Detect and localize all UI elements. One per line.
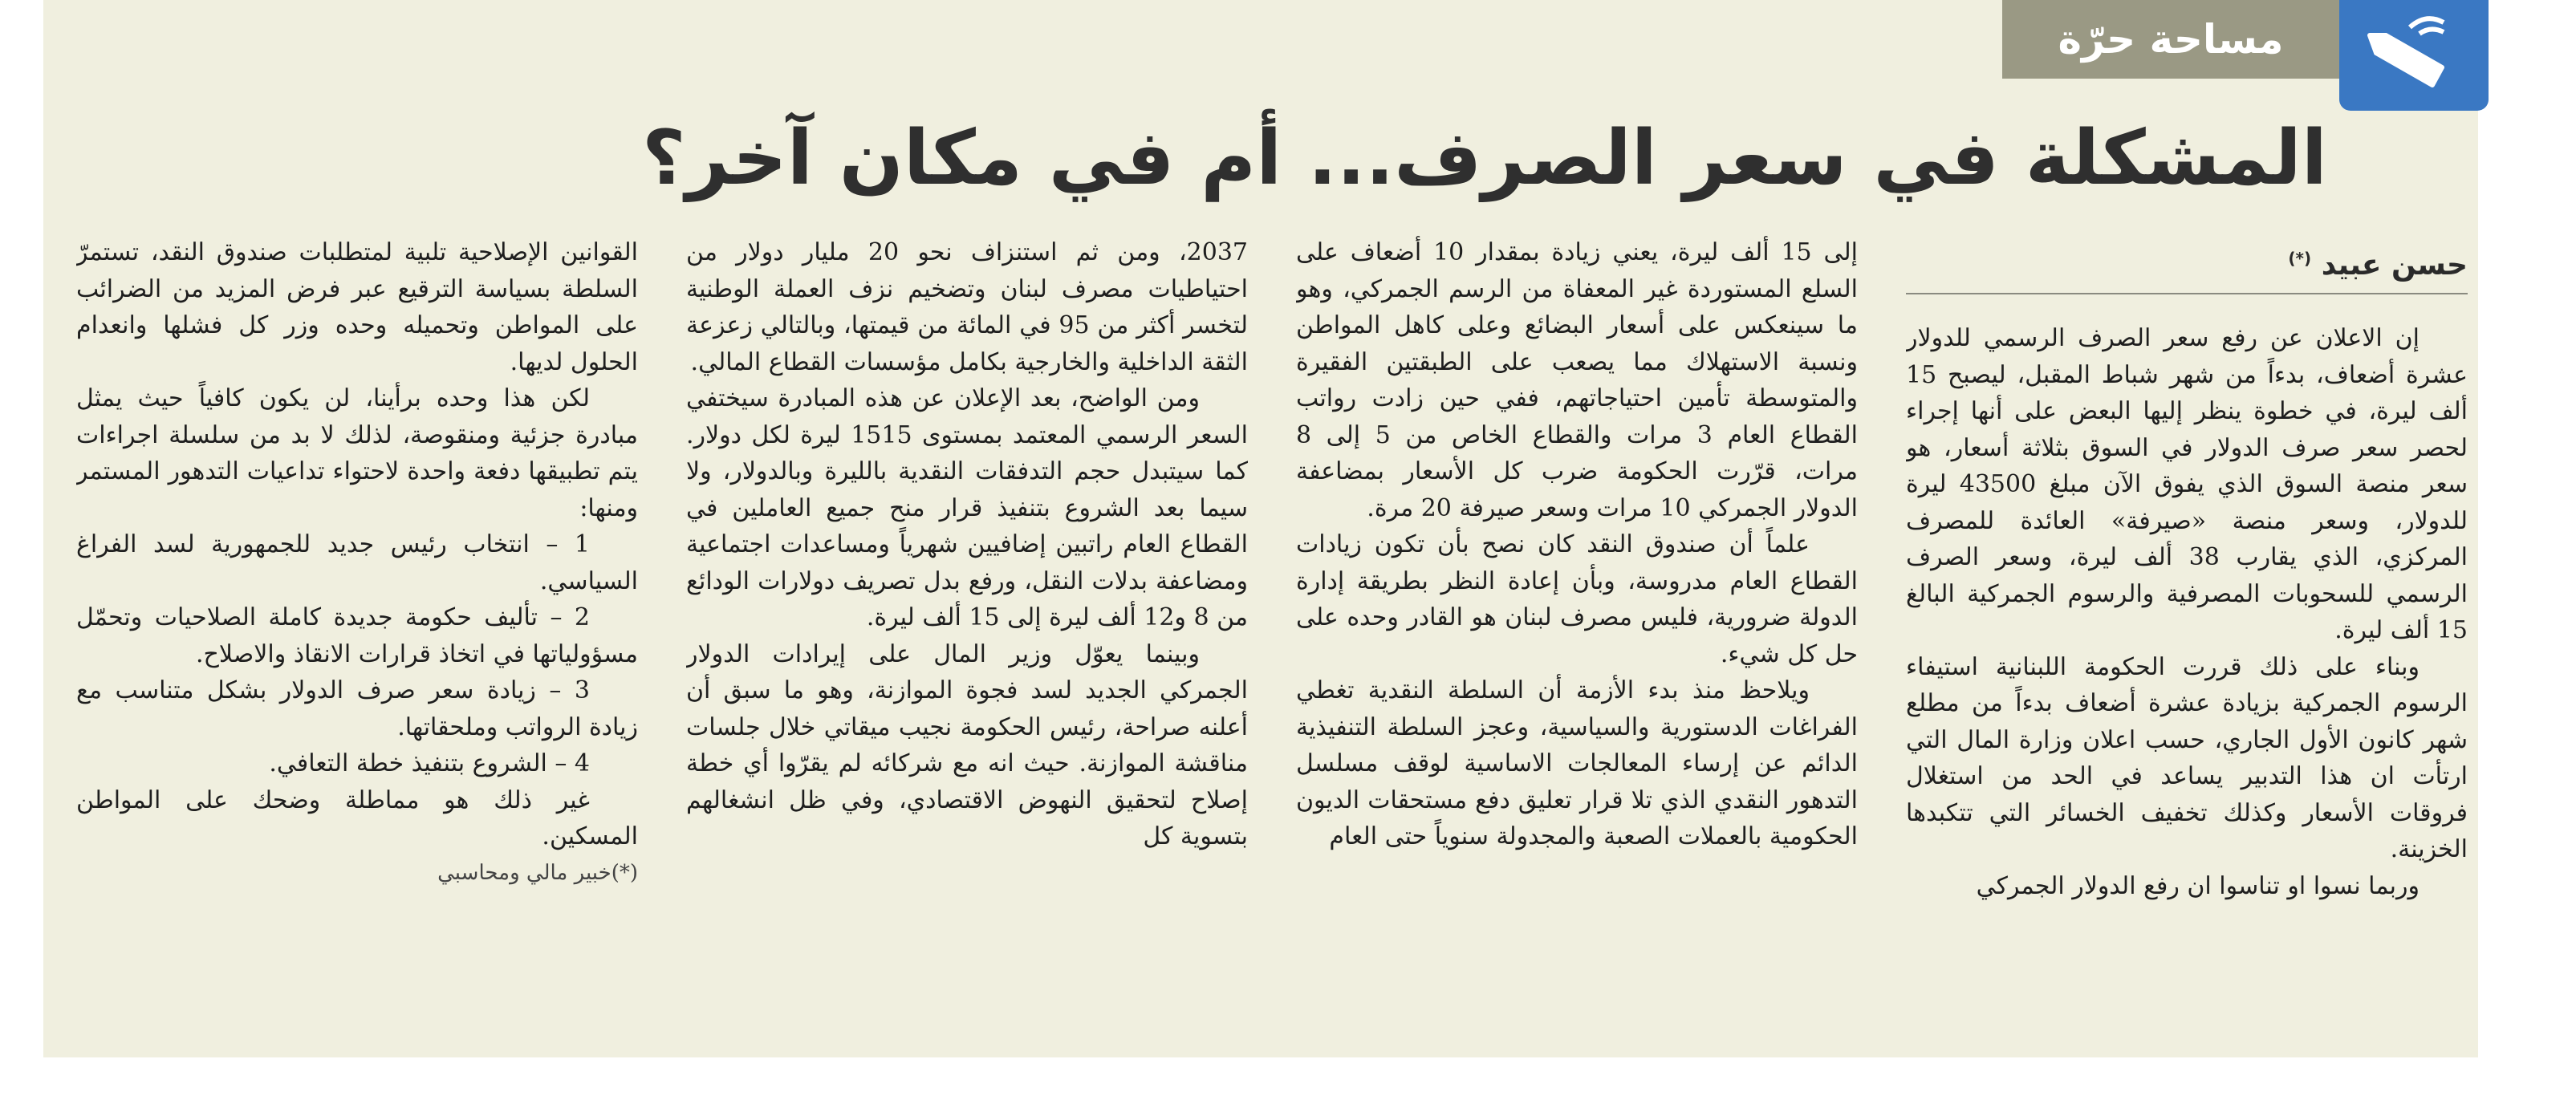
- paragraph: القوانين الإصلاحية تلبية لمتطلبات صندوق النقد، تستمرّ السلطة بسياسة الترقيع عبر فرض المزيد من الضرائب على المواطن وتحميله وحده وزر كل فشلها وانعدام الحلول لديها.: [76, 238, 638, 376]
- section-label: مساحة حرّة: [2002, 0, 2339, 79]
- pen-writing-icon: [2362, 11, 2466, 99]
- paragraph: ويلاحظ منذ بدء الأزمة أن السلطة النقدية تغطي الفراغات الدستورية والسياسية، وعجز السلطة التنفيذية الدائم عن إرساء المعالجات الاساسية لوقف مسلسل التدهور النقدي الذي تلا قرار تعليق دفع مستحقات الديون الحكومية بالعملات الصعبة والمجدولة سنوياً حتى العام: [1296, 676, 1858, 850]
- author-name: حسن عبيد: [2321, 249, 2468, 282]
- section-logo: [2339, 0, 2489, 111]
- article-headline: المشكلة في سعر الصرف... أم في مكان آخر؟: [642, 115, 2327, 202]
- author-byline: [1906, 234, 2468, 294]
- paragraph: غير ذلك هو مماطلة وضحك على المواطن المسكين.: [76, 785, 638, 850]
- paragraph: إن الاعلان عن رفع سعر الصرف الرسمي للدولار عشرة أضعاف، بدءاً من شهر شباط المقبل، ليصبح 15 ألف ليرة، في خطوة ينظر إليها البعض على أنها إجراء لحصر سعر صرف الدولار في السوق بثلاثة أسعار، هو سعر منصة السوق الذي يفوق الآن مبلغ 43500 ليرة للدولار، وسعر منصة «صيرفة» العائدة للمصرف المركزي، الذي يقارب 38 ألف ليرة، وسعر الصرف الرسمي للسحوبات المصرفية والرسوم الجمركية البالغ 15 ألف ليرة.: [1906, 324, 2468, 644]
- paragraph: وبينما يعوّل وزير المال على إيرادات الدولار الجمركي الجديد لسد فجوة الموازنة، وهو ما سبق أن أعلنه صراحة، رئيس الحكومة نجيب ميقاتي خلال جلسات مناقشة الموازنة. حيث انه مع شركائه لم يقرّوا أي خطة إصلاح لتحقيق النهوض الاقتصادي، وفي ظل انشغالهم بتسوية كل: [686, 639, 1248, 850]
- list-item: 1 – انتخاب رئيس جديد للجمهورية لسد الفراغ السياسي.: [76, 530, 638, 595]
- author-marker: (*): [2288, 249, 2312, 268]
- article-column-1: [1906, 234, 2468, 1037]
- paragraph: علماً أن صندوق النقد كان نصح بأن تكون زيادات القطاع العام مدروسة، وبأن إعادة النظر بطريقة إدارة الدولة ضرورية، فليس مصرف لبنان هو القادر وحده على حل كل شيء.: [1296, 530, 1858, 668]
- list-item: 3 – زيادة سعر صرف الدولار بشكل متناسب مع زيادة الرواتب وملحقاتها.: [76, 676, 638, 741]
- paragraph: وربما نسوا او تناسوا ان رفع الدولار الجمركي: [1976, 871, 2420, 900]
- paragraph: 2037، ومن ثم استنزاف نحو 20 مليار دولار من احتياطيات مصرف لبنان وتضخيم نزف العملة الوطنية لتخسر أكثر من 95 في المائة من قيمتها، وبالتالي زعزعة الثقة الداخلية والخارجية بكامل مؤسسات القطاع المالي.: [686, 238, 1248, 376]
- article-column-4: [76, 234, 638, 1037]
- author-footnote: (*)خبير مالي ومحاسبي: [437, 860, 638, 885]
- paragraph: إلى 15 ألف ليرة، يعني زيادة بمقدار 10 أضعاف على السلع المستوردة غير المعفاة من الرسم الجمركي، وهو ما سينعكس على أسعار البضائع وعلى كاهل المواطن ونسبة الاستهلاك مما يصعب على الطبقتين الفقيرة والمتوسطة تأمين احتياجاتهم، ففي حين زادت رواتب القطاع العام 3 مرات والقطاع الخاص من 5 إلى 8 مرات، قرّرت الحكومة ضرب كل الأسعار بمضاعفة الدولار الجمركي 10 مرات وسعر صيرفة 20 مرة.: [1296, 238, 1858, 522]
- paragraph: وبناء على ذلك قررت الحكومة اللبنانية استيفاء الرسوم الجمركية بزيادة عشرة أضعاف بدءاً من مطلع شهر كانون الأول الجاري، حسب اعلان وزارة المال التي ارتأت ان هذا التدبير يساعد في الحد من استغلال فروقات الأسعار وكذلك تخفيف الخسائر التي تتكبدها الخزينة.: [1906, 652, 2468, 863]
- article-column-3: [686, 234, 1248, 1037]
- paragraph: ومن الواضح، بعد الإعلان عن هذه المبادرة سيختفي السعر الرسمي المعتمد بمستوى 1515 ليرة لكل دولار. كما سيتبدل حجم التدفقات النقدية بالليرة وبالدولار، ولا سيما بعد الشروع بتنفيذ قرار منح جميع العاملين في القطاع العام راتبين إضافيين شهرياً ومساعدات اجتماعية ومضاعفة بدلات النقل، ورفع بدل تصريف دولارات الودائع من 8 و12 ألف ليرة إلى 15 ألف ليرة.: [686, 384, 1248, 631]
- list-item: 4 – الشروع بتنفيذ خطة التعافي.: [269, 749, 590, 777]
- paragraph: لكن هذا وحده برأينا، لن يكون كافياً حيث يمثل مبادرة جزئية ومنقوصة، لذلك لا بد من سلسلة اجراءات يتم تطبيقها دفعة واحدة لاحتواء تداعيات التدهور المستمر ومنها:: [76, 384, 638, 522]
- article-column-2: [1296, 234, 1858, 1037]
- list-item: 2 – تأليف حكومة جديدة كاملة الصلاحيات وتحمّل مسؤولياتها في اتخاذ قرارات الانقاذ والاصلاح.: [76, 603, 638, 668]
